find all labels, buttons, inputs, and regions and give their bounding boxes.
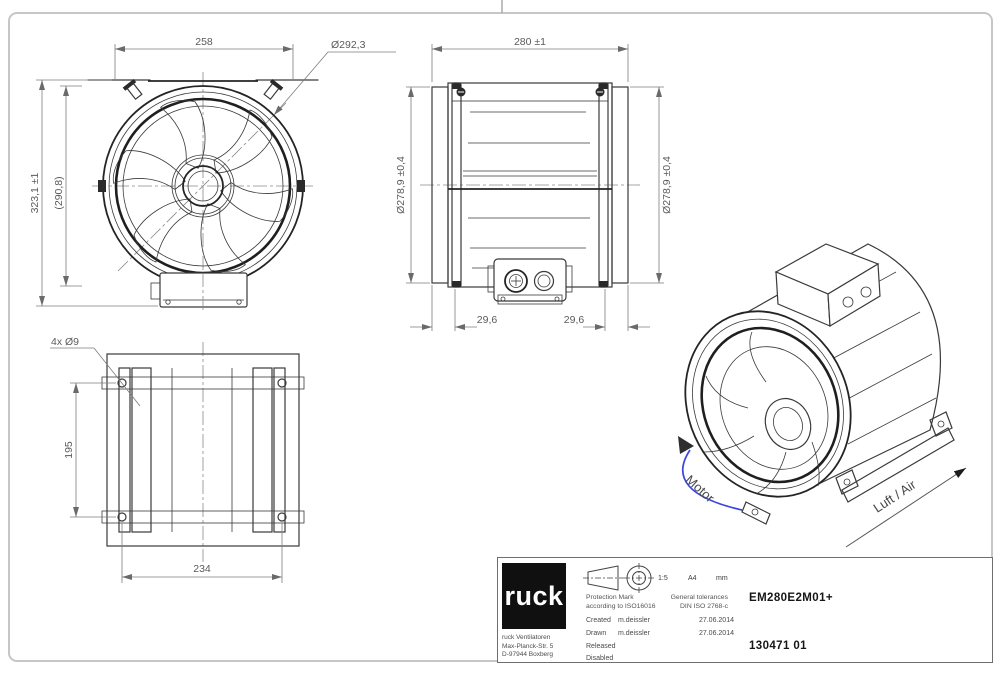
motor-label: Motor	[682, 471, 718, 506]
row-released	[586, 643, 736, 650]
dim-side-offset-left-label: 29,6	[476, 314, 498, 326]
dim-top-holes	[50, 336, 140, 406]
row-created-value: m.deissler	[618, 617, 650, 624]
format-value: A4	[688, 575, 697, 582]
protection-line1: Protection Mark	[586, 594, 634, 601]
scale-value: 1:5	[658, 575, 668, 582]
dim-front-height-label: 323,1 ±1	[29, 172, 41, 214]
row-disabled	[586, 655, 736, 662]
unit-value: mm	[716, 575, 728, 582]
row-drawn-value: m.deissler	[618, 630, 650, 637]
clamp-bolt-left	[123, 79, 144, 101]
front-view	[29, 36, 396, 310]
tolerance-line1: General tolerances	[670, 594, 728, 601]
company-city: D-97944 Boxberg	[502, 651, 553, 658]
iso-view	[656, 244, 966, 547]
company-name: ruck Ventilatoren	[502, 634, 551, 641]
part-number: EM280E2M01+	[749, 592, 833, 604]
dim-front-flange	[53, 86, 82, 286]
company-street: Max-Planck-Str. 5	[502, 642, 554, 650]
dim-side-length-label: 280 ±1	[513, 36, 547, 48]
dim-front-diameter-label: Ø292,3	[331, 39, 366, 51]
side-view	[395, 36, 673, 331]
row-drawn-label: Drawn	[586, 630, 607, 637]
dim-top-vertical	[63, 383, 116, 517]
title-block	[497, 557, 993, 663]
ruck-logo: ruck	[502, 563, 566, 629]
dim-top-holes-label: 4x Ø9	[51, 336, 80, 348]
junction-box-front	[151, 273, 247, 310]
dim-top-horizontal-label: 234	[193, 563, 211, 575]
row-created-date: 27.06.2014	[698, 617, 734, 624]
tolerance-line2: DIN ISO 2768-c	[680, 603, 728, 610]
dim-front-flange-label: (290,8)	[53, 176, 65, 210]
clamp-bolt-right	[262, 79, 283, 101]
dim-front-height	[29, 80, 158, 306]
dim-side-dia-left-label: Ø278,9 ±0,4	[395, 156, 407, 214]
dim-front-width-label: 258	[195, 36, 213, 48]
junction-box-side	[488, 259, 572, 304]
drawing-number: 130471 01	[749, 640, 807, 652]
company-address	[502, 634, 553, 660]
projection-symbol-icon	[582, 562, 660, 596]
dim-side-dia-right-label: Ø278,9 ±0,4	[661, 156, 673, 214]
junction-box-iso	[776, 244, 880, 326]
row-created-label: Created	[586, 617, 611, 624]
dim-top-vertical-label: 195	[63, 441, 75, 459]
protection-line2: according to ISO16016	[586, 603, 656, 610]
row-drawn-date: 27.06.2014	[698, 630, 734, 637]
protection-note	[586, 593, 656, 611]
dim-front-width	[115, 36, 293, 79]
row-disabled-label: Disabled	[586, 655, 614, 662]
dim-side-length	[432, 36, 628, 82]
dim-side-offset-right-label: 29,6	[563, 314, 585, 326]
tolerance-note	[656, 593, 728, 611]
dim-front-diameter	[274, 39, 396, 115]
top-view	[50, 336, 304, 583]
row-released-label: Released	[586, 643, 616, 650]
air-label: Luft / Air	[870, 476, 919, 516]
